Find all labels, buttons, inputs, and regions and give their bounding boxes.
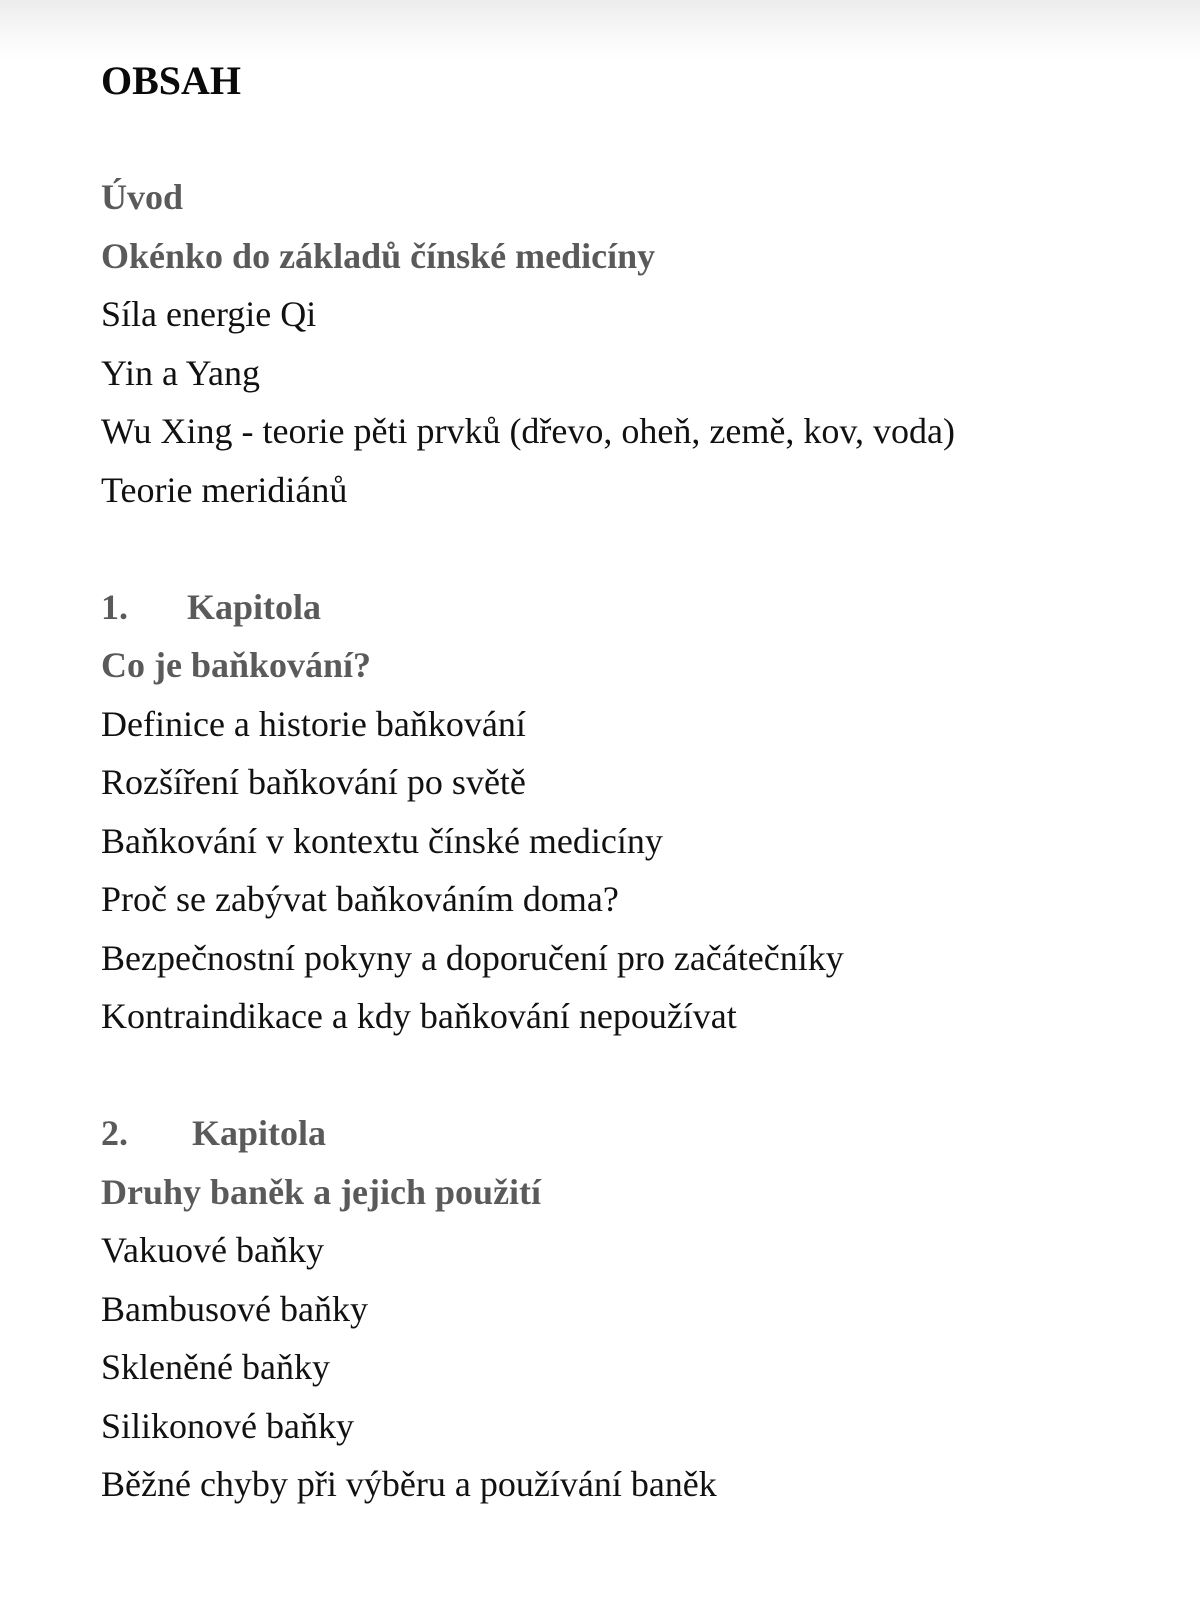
- toc-item: Bezpečnostní pokyny a doporučení pro začátečníky: [101, 937, 844, 978]
- toc-item: Proč se zabývat baňkováním doma?: [101, 879, 619, 919]
- page-edge-shadow: [0, 0, 1200, 60]
- toc-item: Skleněné baňky: [101, 1347, 330, 1387]
- toc-item: Definice a historie baňkování: [101, 703, 526, 744]
- chapter-2-heading: Druhy baněk a jejich použití: [101, 1171, 542, 1212]
- intro-heading: Úvod: [101, 177, 184, 217]
- toc-item: Baňkování v kontextu čínské medicíny: [101, 820, 663, 861]
- toc-item: Yin a Yang: [101, 352, 261, 393]
- toc-item: Bambusové baňky: [101, 1288, 368, 1329]
- chapter-number: 2.: [101, 1113, 128, 1153]
- chapter-word: Kapitola: [187, 586, 322, 627]
- toc-item: Síla energie Qi: [101, 294, 317, 334]
- toc-item: Wu Xing - teorie pěti prvků (dřevo, oheň, země, kov, voda): [101, 411, 955, 451]
- toc-item: Běžné chyby při výběru a používání baněk: [101, 1464, 717, 1504]
- section-gap: [101, 1046, 1161, 1105]
- toc-title: OBSAH: [101, 58, 242, 103]
- toc-item: Vakuové baňky: [101, 1230, 324, 1270]
- toc-item: Rozšíření baňkování po světě: [101, 762, 526, 802]
- toc-item: Teorie meridiánů: [101, 469, 348, 510]
- section-gap: [101, 519, 1161, 578]
- chapter-word: Kapitola: [192, 1113, 327, 1153]
- chapter-1-heading: Co je baňkování?: [101, 645, 372, 685]
- intro-subheading: Okénko do základů čínské medicíny: [101, 235, 656, 276]
- chapter-number: 1.: [101, 586, 128, 627]
- chapter-2-label: [101, 1104, 1161, 1163]
- chapter-1-label: [101, 578, 1161, 637]
- toc-item: Silikonové baňky: [101, 1405, 354, 1446]
- table-of-contents: [101, 52, 1161, 1514]
- toc-item: Kontraindikace a kdy baňkování nepoužívat: [101, 996, 737, 1036]
